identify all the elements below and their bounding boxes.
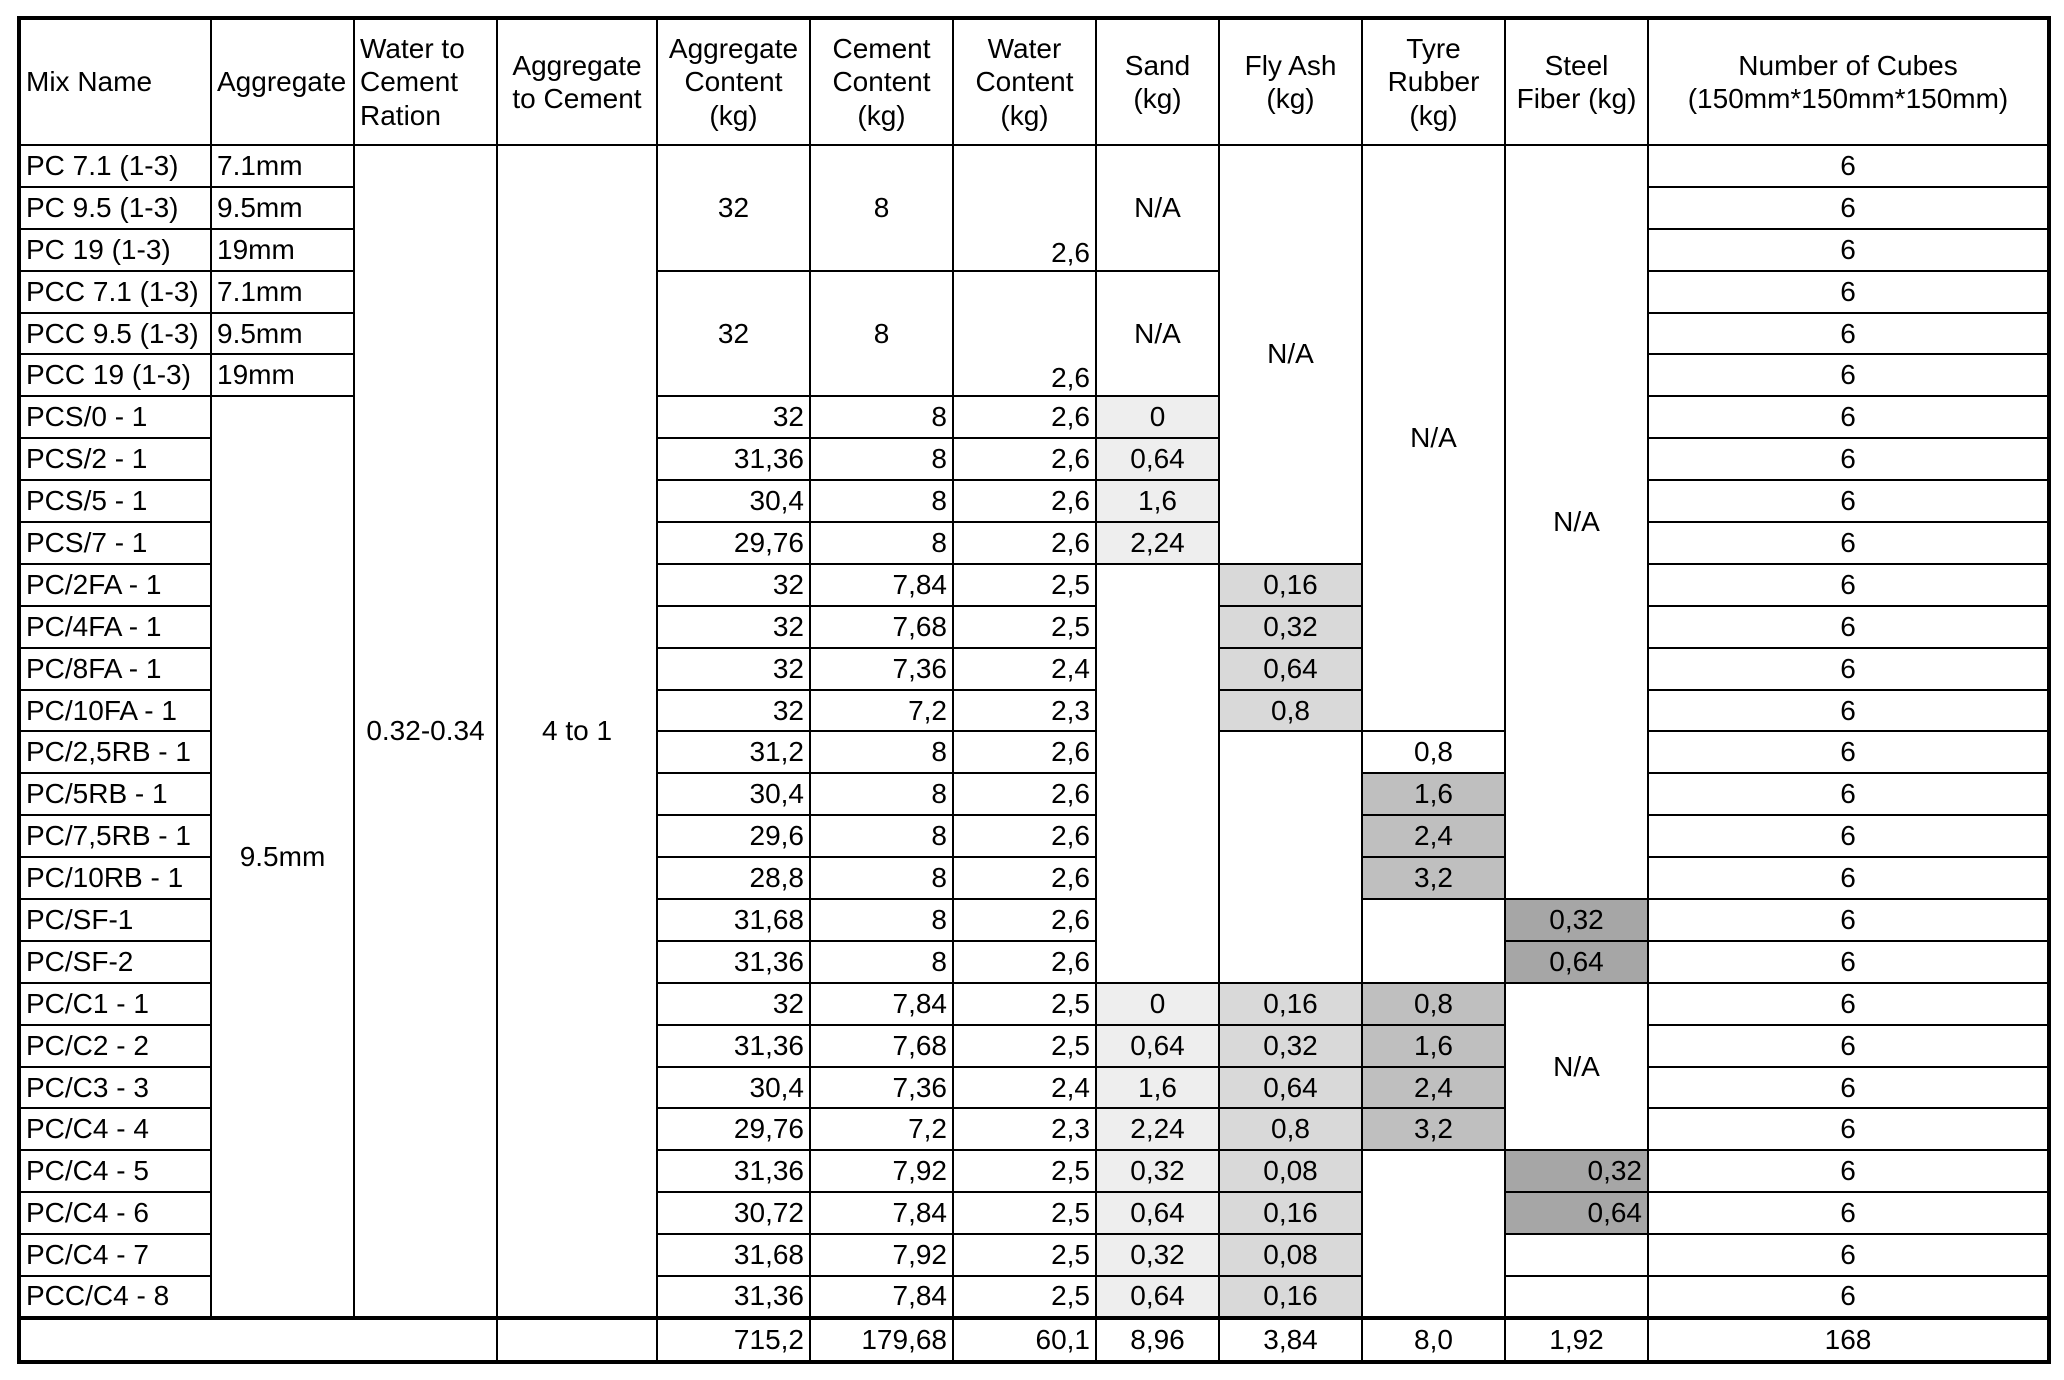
cubes-cell: 6 xyxy=(1648,606,2049,648)
sand-cell xyxy=(1096,606,1219,648)
water-content-cell: 2,6 xyxy=(953,815,1096,857)
aggregate-content-cell: 32 xyxy=(657,396,810,438)
cement-content-cell: 7,36 xyxy=(810,648,953,690)
cubes-cell: 6 xyxy=(1648,1234,2049,1276)
steel-fiber-cell: 0,64 xyxy=(1505,1192,1648,1234)
cement-content-cell: 8 xyxy=(810,396,953,438)
water-content-cell: 2,6 xyxy=(953,145,1096,271)
sand-cell: 0,64 xyxy=(1096,1192,1219,1234)
sand-cell xyxy=(1096,815,1219,857)
sand-cell xyxy=(1096,731,1219,773)
water-content-cell: 2,3 xyxy=(953,1108,1096,1150)
mix-name-cell: PC/C2 - 2 xyxy=(19,1025,211,1067)
aggregate-content-cell: 30,4 xyxy=(657,1067,810,1109)
cubes-cell: 6 xyxy=(1648,564,2049,606)
aggregate-content-cell: 32 xyxy=(657,648,810,690)
aggregate-content-cell: 31,68 xyxy=(657,899,810,941)
aggregate-content-cell: 31,36 xyxy=(657,1025,810,1067)
aggregate-content-cell: 32 xyxy=(657,983,810,1025)
aggregate-to-cement-cell: 4 to 1 xyxy=(497,145,657,1318)
cement-content-cell: 8 xyxy=(810,899,953,941)
water-content-cell: 2,5 xyxy=(953,1276,1096,1318)
aggregate-content-cell: 29,76 xyxy=(657,522,810,564)
sand-cell: 1,6 xyxy=(1096,1067,1219,1109)
cubes-cell: 6 xyxy=(1648,354,2049,396)
cement-content-cell: 7,84 xyxy=(810,1276,953,1318)
mix-name-cell: PC 19 (1-3) xyxy=(19,229,211,271)
mix-name-cell: PC/5RB - 1 xyxy=(19,773,211,815)
water-content-cell: 2,5 xyxy=(953,1192,1096,1234)
cement-content-cell: 7,36 xyxy=(810,1067,953,1109)
mix-name-cell: PCC/C4 - 8 xyxy=(19,1276,211,1318)
header-cell: Fly Ash (kg) xyxy=(1219,18,1362,145)
cubes-cell: 6 xyxy=(1648,1150,2049,1192)
water-content-cell: 2,4 xyxy=(953,1067,1096,1109)
aggregate-content-cell: 31,68 xyxy=(657,1234,810,1276)
water-content-cell: 2,5 xyxy=(953,983,1096,1025)
fly-ash-cell: 0,08 xyxy=(1219,1234,1362,1276)
mix-name-cell: PC 9.5 (1-3) xyxy=(19,187,211,229)
cement-content-cell: 8 xyxy=(810,773,953,815)
cubes-cell: 6 xyxy=(1648,899,2049,941)
steel-fiber-cell: 0,64 xyxy=(1505,941,1648,983)
cubes-cell: 6 xyxy=(1648,983,2049,1025)
steel-fiber-cell: N/A xyxy=(1505,983,1648,1151)
tyre-rubber-cell: 0,8 xyxy=(1362,983,1505,1025)
water-content-cell: 2,5 xyxy=(953,1150,1096,1192)
totals-blank-cell xyxy=(19,1318,497,1362)
aggregate-content-cell: 32 xyxy=(657,145,810,271)
table-row xyxy=(19,396,2049,438)
header-cell: Mix Name xyxy=(19,18,211,145)
aggregate-content-cell: 29,76 xyxy=(657,1108,810,1150)
mix-name-cell: PC/2,5RB - 1 xyxy=(19,731,211,773)
mix-name-cell: PC/4FA - 1 xyxy=(19,606,211,648)
cement-content-cell: 7,84 xyxy=(810,564,953,606)
header-cell: Tyre Rubber (kg) xyxy=(1362,18,1505,145)
mix-name-cell: PC/10RB - 1 xyxy=(19,857,211,899)
water-content-cell: 2,6 xyxy=(953,773,1096,815)
cement-content-cell: 8 xyxy=(810,941,953,983)
cement-content-cell: 8 xyxy=(810,857,953,899)
cubes-cell: 6 xyxy=(1648,187,2049,229)
steel-fiber-cell: N/A xyxy=(1505,145,1648,899)
fly-ash-cell: 0,64 xyxy=(1219,648,1362,690)
aggregate-cell: 19mm xyxy=(211,354,354,396)
aggregate-content-cell: 32 xyxy=(657,690,810,732)
sand-cell xyxy=(1096,690,1219,732)
aggregate-content-cell: 32 xyxy=(657,271,810,397)
header-cell: Steel Fiber (kg) xyxy=(1505,18,1648,145)
water-content-cell: 2,6 xyxy=(953,480,1096,522)
tyre-rubber-cell xyxy=(1362,1192,1505,1234)
water-content-cell: 2,6 xyxy=(953,396,1096,438)
fly-ash-cell: 0,16 xyxy=(1219,1276,1362,1318)
water-content-cell: 2,6 xyxy=(953,857,1096,899)
cubes-cell: 6 xyxy=(1648,941,2049,983)
mix-name-cell: PC/2FA - 1 xyxy=(19,564,211,606)
tyre-rubber-cell: 2,4 xyxy=(1362,815,1505,857)
fly-ash-cell xyxy=(1219,857,1362,899)
mix-name-cell: PCS/5 - 1 xyxy=(19,480,211,522)
fly-ash-cell: 0,32 xyxy=(1219,606,1362,648)
cement-content-cell: 8 xyxy=(810,145,953,271)
header-row xyxy=(19,18,2049,145)
water-content-cell: 2,3 xyxy=(953,690,1096,732)
aggregate-content-cell: 31,2 xyxy=(657,731,810,773)
sand-cell: N/A xyxy=(1096,271,1219,397)
table-row xyxy=(19,145,2049,187)
steel-fiber-cell xyxy=(1505,1234,1648,1276)
aggregate-cell: 7.1mm xyxy=(211,145,354,187)
mix-name-cell: PC/SF-1 xyxy=(19,899,211,941)
aggregate-content-cell: 28,8 xyxy=(657,857,810,899)
cement-content-cell: 8 xyxy=(810,480,953,522)
mix-name-cell: PCC 9.5 (1-3) xyxy=(19,313,211,355)
fly-ash-cell: 0,32 xyxy=(1219,1025,1362,1067)
mix-name-cell: PC/7,5RB - 1 xyxy=(19,815,211,857)
aggregate-cell: 9.5mm xyxy=(211,396,354,1318)
fly-ash-cell xyxy=(1219,773,1362,815)
mix-name-cell: PC/10FA - 1 xyxy=(19,690,211,732)
tyre-rubber-cell: 2,4 xyxy=(1362,1067,1505,1109)
cubes-cell: 6 xyxy=(1648,1192,2049,1234)
cement-content-cell: 8 xyxy=(810,438,953,480)
aggregate-content-cell: 32 xyxy=(657,606,810,648)
tyre-rubber-cell xyxy=(1362,899,1505,941)
aggregate-content-cell: 31,36 xyxy=(657,1150,810,1192)
total-aggregate-content: 715,2 xyxy=(657,1318,810,1362)
cubes-cell: 6 xyxy=(1648,229,2049,271)
sand-cell xyxy=(1096,941,1219,983)
cubes-cell: 6 xyxy=(1648,396,2049,438)
sand-cell: 0,64 xyxy=(1096,438,1219,480)
totals-row xyxy=(19,1318,2049,1362)
mix-design-table xyxy=(17,16,2051,1364)
fly-ash-cell: 0,16 xyxy=(1219,1192,1362,1234)
cubes-cell: 6 xyxy=(1648,1108,2049,1150)
water-content-cell: 2,5 xyxy=(953,1025,1096,1067)
aggregate-content-cell: 31,36 xyxy=(657,1276,810,1318)
fly-ash-cell xyxy=(1219,899,1362,941)
aggregate-cell: 7.1mm xyxy=(211,271,354,313)
fly-ash-cell: 0,08 xyxy=(1219,1150,1362,1192)
tyre-rubber-cell: 1,6 xyxy=(1362,773,1505,815)
tyre-rubber-cell xyxy=(1362,1234,1505,1276)
mix-name-cell: PC/C4 - 5 xyxy=(19,1150,211,1192)
mix-name-cell: PCS/7 - 1 xyxy=(19,522,211,564)
table-row xyxy=(19,271,2049,313)
tyre-rubber-cell xyxy=(1362,941,1505,983)
aggregate-cell: 9.5mm xyxy=(211,313,354,355)
aggregate-content-cell: 30,4 xyxy=(657,480,810,522)
sand-cell: 0 xyxy=(1096,396,1219,438)
sand-cell xyxy=(1096,857,1219,899)
header-cell: Aggregate Content (kg) xyxy=(657,18,810,145)
tyre-rubber-cell xyxy=(1362,1276,1505,1318)
aggregate-content-cell: 31,36 xyxy=(657,941,810,983)
mix-name-cell: PC/8FA - 1 xyxy=(19,648,211,690)
cement-content-cell: 7,84 xyxy=(810,983,953,1025)
cubes-cell: 6 xyxy=(1648,815,2049,857)
aggregate-content-cell: 30,4 xyxy=(657,773,810,815)
cement-content-cell: 7,92 xyxy=(810,1234,953,1276)
mix-name-cell: PC/SF-2 xyxy=(19,941,211,983)
cubes-cell: 6 xyxy=(1648,773,2049,815)
mix-name-cell: PC/C4 - 6 xyxy=(19,1192,211,1234)
cubes-cell: 6 xyxy=(1648,271,2049,313)
water-content-cell: 2,5 xyxy=(953,606,1096,648)
mix-name-cell: PC/C1 - 1 xyxy=(19,983,211,1025)
header-cell: Water Content (kg) xyxy=(953,18,1096,145)
fly-ash-cell: 0,64 xyxy=(1219,1067,1362,1109)
total-water-content: 60,1 xyxy=(953,1318,1096,1362)
cubes-cell: 6 xyxy=(1648,857,2049,899)
fly-ash-cell: N/A xyxy=(1219,145,1362,564)
cubes-cell: 6 xyxy=(1648,313,2049,355)
tyre-rubber-cell xyxy=(1362,1150,1505,1192)
mix-name-cell: PCC 7.1 (1-3) xyxy=(19,271,211,313)
cement-content-cell: 8 xyxy=(810,731,953,773)
mix-name-cell: PC 7.1 (1-3) xyxy=(19,145,211,187)
aggregate-content-cell: 31,36 xyxy=(657,438,810,480)
cubes-cell: 6 xyxy=(1648,522,2049,564)
water-content-cell: 2,4 xyxy=(953,648,1096,690)
cement-content-cell: 7,2 xyxy=(810,690,953,732)
fly-ash-cell xyxy=(1219,731,1362,773)
aggregate-content-cell: 32 xyxy=(657,564,810,606)
sand-cell: 0,64 xyxy=(1096,1276,1219,1318)
cement-content-cell: 7,92 xyxy=(810,1150,953,1192)
aggregate-content-cell: 30,72 xyxy=(657,1192,810,1234)
cubes-cell: 6 xyxy=(1648,1025,2049,1067)
steel-fiber-cell: 0,32 xyxy=(1505,899,1648,941)
aggregate-cell: 19mm xyxy=(211,229,354,271)
fly-ash-cell xyxy=(1219,815,1362,857)
cement-content-cell: 8 xyxy=(810,815,953,857)
sand-cell xyxy=(1096,564,1219,606)
sand-cell xyxy=(1096,648,1219,690)
total-cubes: 168 xyxy=(1648,1318,2049,1362)
sand-cell: 0,32 xyxy=(1096,1150,1219,1192)
cubes-cell: 6 xyxy=(1648,1276,2049,1318)
tyre-rubber-cell: N/A xyxy=(1362,145,1505,731)
header-cell: Aggregate xyxy=(211,18,354,145)
cement-content-cell: 7,68 xyxy=(810,1025,953,1067)
header-cell: Sand (kg) xyxy=(1096,18,1219,145)
cubes-cell: 6 xyxy=(1648,145,2049,187)
fly-ash-cell: 0,16 xyxy=(1219,983,1362,1025)
aggregate-content-cell: 29,6 xyxy=(657,815,810,857)
sand-cell: N/A xyxy=(1096,145,1219,271)
cement-content-cell: 7,68 xyxy=(810,606,953,648)
cement-content-cell: 8 xyxy=(810,522,953,564)
total-steel-fiber: 1,92 xyxy=(1505,1318,1648,1362)
water-content-cell: 2,5 xyxy=(953,1234,1096,1276)
water-content-cell: 2,6 xyxy=(953,438,1096,480)
cubes-cell: 6 xyxy=(1648,438,2049,480)
sand-cell: 1,6 xyxy=(1096,480,1219,522)
steel-fiber-cell xyxy=(1505,1276,1648,1318)
mix-name-cell: PCC 19 (1-3) xyxy=(19,354,211,396)
water-content-cell: 2,6 xyxy=(953,731,1096,773)
sand-cell: 2,24 xyxy=(1096,522,1219,564)
tyre-rubber-cell: 0,8 xyxy=(1362,731,1505,773)
sand-cell xyxy=(1096,899,1219,941)
cubes-cell: 6 xyxy=(1648,1067,2049,1109)
mix-name-cell: PC/C4 - 4 xyxy=(19,1108,211,1150)
fly-ash-cell: 0,16 xyxy=(1219,564,1362,606)
cubes-cell: 6 xyxy=(1648,648,2049,690)
tyre-rubber-cell: 1,6 xyxy=(1362,1025,1505,1067)
mix-name-cell: PC/C3 - 3 xyxy=(19,1067,211,1109)
aggregate-cell: 9.5mm xyxy=(211,187,354,229)
fly-ash-cell: 0,8 xyxy=(1219,690,1362,732)
fly-ash-cell xyxy=(1219,941,1362,983)
sand-cell xyxy=(1096,773,1219,815)
water-content-cell: 2,5 xyxy=(953,564,1096,606)
water-cement-ratio-cell: 0.32-0.34 xyxy=(354,145,497,1318)
header-cell: Cement Content (kg) xyxy=(810,18,953,145)
tyre-rubber-cell: 3,2 xyxy=(1362,1108,1505,1150)
water-content-cell: 2,6 xyxy=(953,522,1096,564)
steel-fiber-cell: 0,32 xyxy=(1505,1150,1648,1192)
total-cement-content: 179,68 xyxy=(810,1318,953,1362)
sand-cell: 0,32 xyxy=(1096,1234,1219,1276)
header-cell: Number of Cubes (150mm*150mm*150mm) xyxy=(1648,18,2049,145)
cubes-cell: 6 xyxy=(1648,480,2049,522)
water-content-cell: 2,6 xyxy=(953,941,1096,983)
total-fly-ash: 3,84 xyxy=(1219,1318,1362,1362)
header-cell: Aggregate to Cement xyxy=(497,18,657,145)
sand-cell: 2,24 xyxy=(1096,1108,1219,1150)
cubes-cell: 6 xyxy=(1648,731,2049,773)
total-tyre-rubber: 8,0 xyxy=(1362,1318,1505,1362)
cement-content-cell: 7,2 xyxy=(810,1108,953,1150)
totals-blank-cell xyxy=(497,1318,657,1362)
cement-content-cell: 7,84 xyxy=(810,1192,953,1234)
sand-cell: 0 xyxy=(1096,983,1219,1025)
sand-cell: 0,64 xyxy=(1096,1025,1219,1067)
cubes-cell: 6 xyxy=(1648,690,2049,732)
header-cell: Water to Cement Ration xyxy=(354,18,497,145)
total-sand: 8,96 xyxy=(1096,1318,1219,1362)
fly-ash-cell: 0,8 xyxy=(1219,1108,1362,1150)
mix-name-cell: PC/C4 - 7 xyxy=(19,1234,211,1276)
mix-name-cell: PCS/2 - 1 xyxy=(19,438,211,480)
water-content-cell: 2,6 xyxy=(953,899,1096,941)
mix-name-cell: PCS/0 - 1 xyxy=(19,396,211,438)
cement-content-cell: 8 xyxy=(810,271,953,397)
tyre-rubber-cell: 3,2 xyxy=(1362,857,1505,899)
water-content-cell: 2,6 xyxy=(953,271,1096,397)
